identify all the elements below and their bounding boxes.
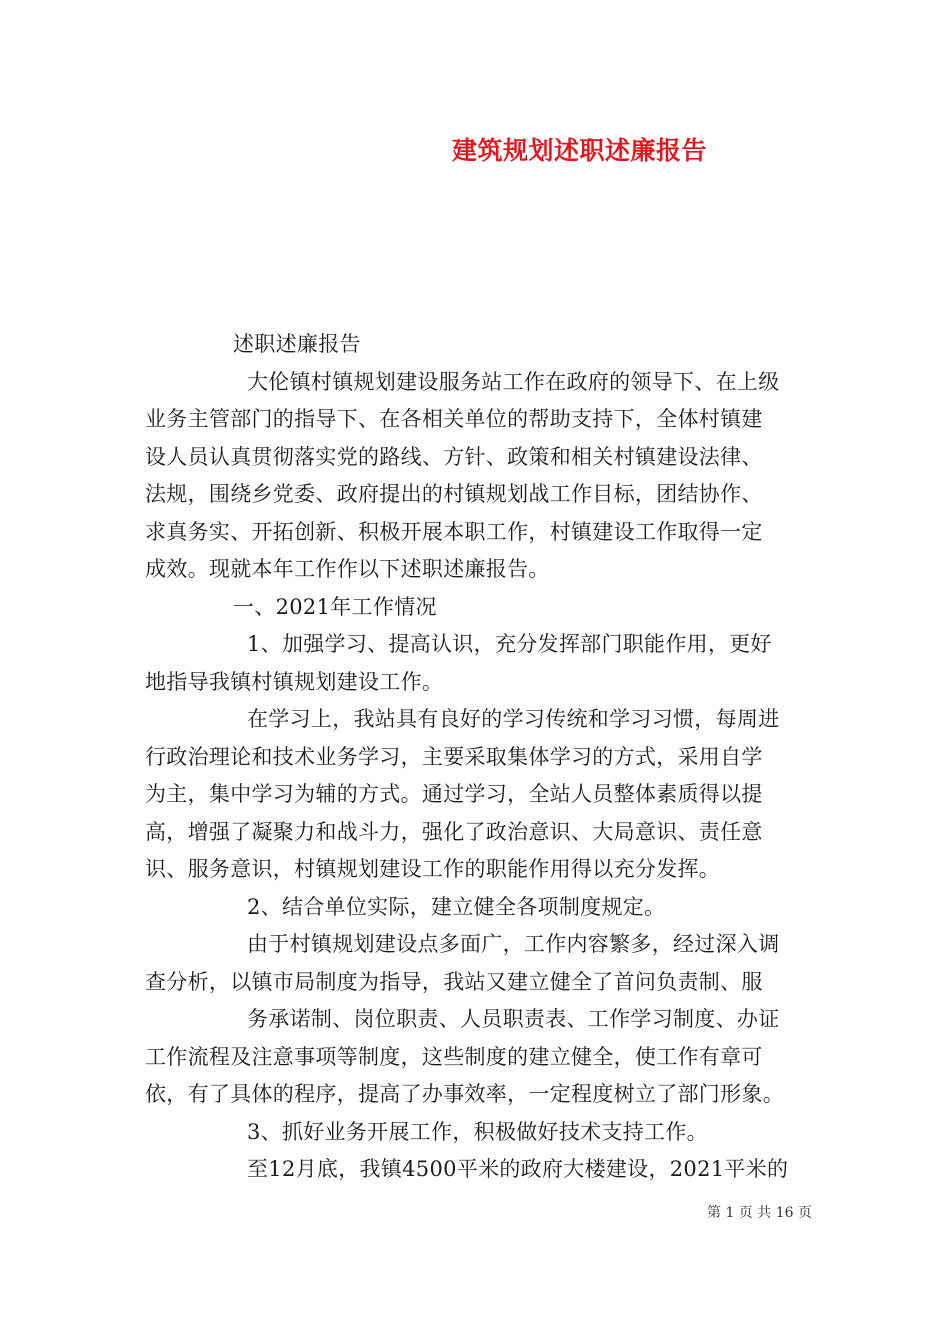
paragraph-line: 查分析，以镇市局制度为指导，我站又建立健全了首问负责制、服 xyxy=(145,969,763,994)
section-heading: 一、2021年工作情况 xyxy=(233,594,437,619)
paragraph-line: 务承诺制、岗位职责、人员职责表、工作学习制度、办证 xyxy=(247,1007,780,1031)
paragraph-line: 求真务实、开拓创新、积极开展本职工作，村镇建设工作取得一定 xyxy=(145,519,763,544)
subsection-heading: 2、结合单位实际，建立健全各项制度规定。 xyxy=(247,894,666,919)
paragraph-line: 成效。现就本年工作作以下述职述廉报告。 xyxy=(145,557,550,581)
document-body xyxy=(145,326,810,1189)
paragraph-line: 述职述廉报告 xyxy=(233,332,361,356)
paragraph-line: 高，增强了凝聚力和战斗力，强化了政治意识、大局意识、责任意 xyxy=(145,819,763,844)
paragraph-line: 法规，围绕乡党委、政府提出的村镇规划战工作目标，团结协作、 xyxy=(145,482,763,506)
document-title: 建筑规划述职述廉报告 xyxy=(452,136,708,165)
paragraph-line: 业务主管部门的指导下、在各相关单位的帮助支持下，全体村镇建 xyxy=(145,407,763,431)
paragraph-line: 至12月底，我镇4500平米的政府大楼建设，2021平米的 xyxy=(247,1157,789,1181)
subsection-heading: 1、加强学习、提高认识，充分发挥部门职能作用，更好 xyxy=(247,632,772,656)
paragraph-line: 行政治理论和技术业务学习，主要采取集体学习的方式，采用自学 xyxy=(145,744,763,769)
paragraph-line: 依，有了具体的程序，提高了办事效率，一定程度树立了部门形象。 xyxy=(145,1082,784,1106)
page-number: 第 1 页 共 16 页 xyxy=(707,1205,812,1221)
paragraph-line: 在学习上，我站具有良好的学习传统和学习习惯，每周进 xyxy=(247,707,780,731)
paragraph-line: 由于村镇规划建设点多面广，工作内容繁多，经过深入调 xyxy=(247,932,780,956)
paragraph-line: 大伦镇村镇规划建设服务站工作在政府的领导下、在上级 xyxy=(247,369,780,394)
paragraph-line: 工作流程及注意事项等制度，这些制度的建立健全，使工作有章可 xyxy=(145,1044,763,1069)
subsection-heading-cont: 地指导我镇村镇规划建设工作。 xyxy=(145,669,444,694)
paragraph-line: 为主，集中学习为辅的方式。通过学习，全站人员整体素质得以提 xyxy=(145,782,763,806)
paragraph-line: 识、服务意识，村镇规划建设工作的职能作用得以充分发挥。 xyxy=(145,857,721,881)
subsection-heading: 3、抓好业务开展工作，积极做好技术支持工作。 xyxy=(247,1119,708,1144)
paragraph-line: 设人员认真贯彻落实党的路线、方针、政策和相关村镇建设法律、 xyxy=(145,444,763,469)
